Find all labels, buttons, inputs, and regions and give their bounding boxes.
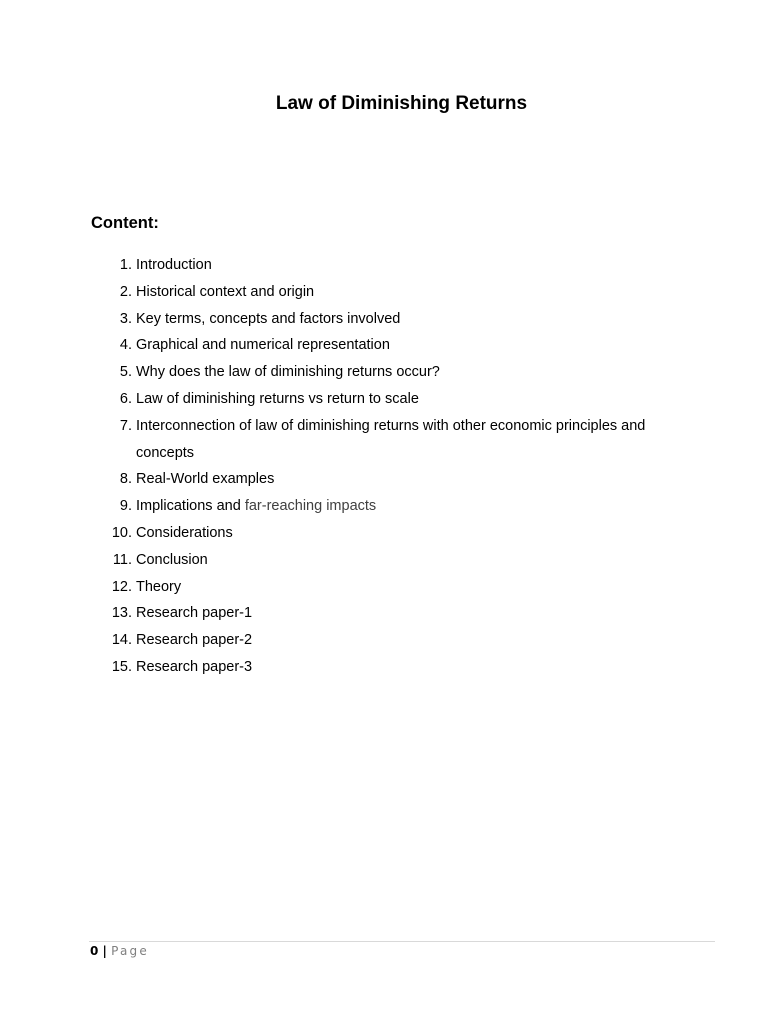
toc-number: 5.	[119, 364, 132, 381]
toc-item	[0, 252, 676, 279]
page-number: 0	[90, 944, 99, 958]
toc-text: Graphical and numerical representation	[136, 337, 390, 354]
toc-text-muted: far-reaching impacts	[244, 498, 377, 515]
toc-number: 10.	[111, 524, 132, 541]
toc-item	[0, 493, 676, 520]
toc-text: Historical context and origin	[136, 283, 315, 300]
toc-text: Implications and	[136, 498, 245, 515]
toc-number: 13.	[111, 605, 132, 622]
toc-item	[0, 600, 676, 627]
table-of-contents	[0, 252, 768, 681]
toc-item	[0, 332, 676, 359]
toc-text: Conclusion	[136, 551, 208, 568]
toc-number: 3.	[119, 310, 132, 327]
toc-number: 6.	[119, 390, 132, 407]
toc-text: Theory	[136, 578, 182, 595]
toc-item	[0, 654, 676, 681]
toc-item	[0, 627, 676, 654]
toc-item	[0, 520, 676, 547]
toc-text: Introduction	[136, 257, 212, 273]
toc-text: Real-World examples	[136, 471, 275, 488]
toc-item	[0, 413, 676, 467]
toc-number: 1.	[119, 257, 132, 273]
footer-separator: |	[98, 944, 112, 958]
toc-text: Research paper-2	[136, 632, 253, 649]
toc-number: 8.	[119, 471, 132, 488]
toc-number: 9.	[119, 498, 132, 515]
toc-number: 12.	[111, 578, 132, 595]
content-heading: Content:	[91, 214, 159, 232]
toc-text: Law of diminishing returns vs return to scale	[136, 390, 419, 407]
toc-text: Key terms, concepts and factors involved	[136, 310, 401, 327]
toc-text: Why does the law of diminishing returns occur?	[136, 364, 440, 381]
toc-number: 2.	[119, 283, 132, 300]
toc-number: 14.	[111, 632, 132, 649]
toc-item	[0, 547, 676, 574]
toc-number: 15.	[111, 658, 132, 675]
toc-text: Considerations	[136, 524, 233, 541]
toc-number: 4.	[119, 337, 132, 354]
page-label: Page	[111, 944, 149, 958]
toc-text: Research paper-3	[136, 658, 253, 675]
toc-text: Research paper-1	[136, 605, 253, 622]
toc-number: 11.	[112, 551, 132, 568]
toc-item	[0, 279, 676, 306]
document-title: Law of Diminishing Returns	[275, 93, 528, 114]
page-footer	[90, 943, 149, 959]
toc-item	[0, 359, 676, 386]
toc-item	[0, 386, 676, 413]
toc-item	[0, 574, 676, 601]
toc-item	[0, 306, 676, 333]
toc-text: Interconnection of law of diminishing returns with other economic principles and concepts	[136, 417, 646, 461]
toc-item	[0, 466, 676, 493]
toc-number: 7.	[119, 417, 132, 434]
footer-divider	[89, 941, 715, 942]
